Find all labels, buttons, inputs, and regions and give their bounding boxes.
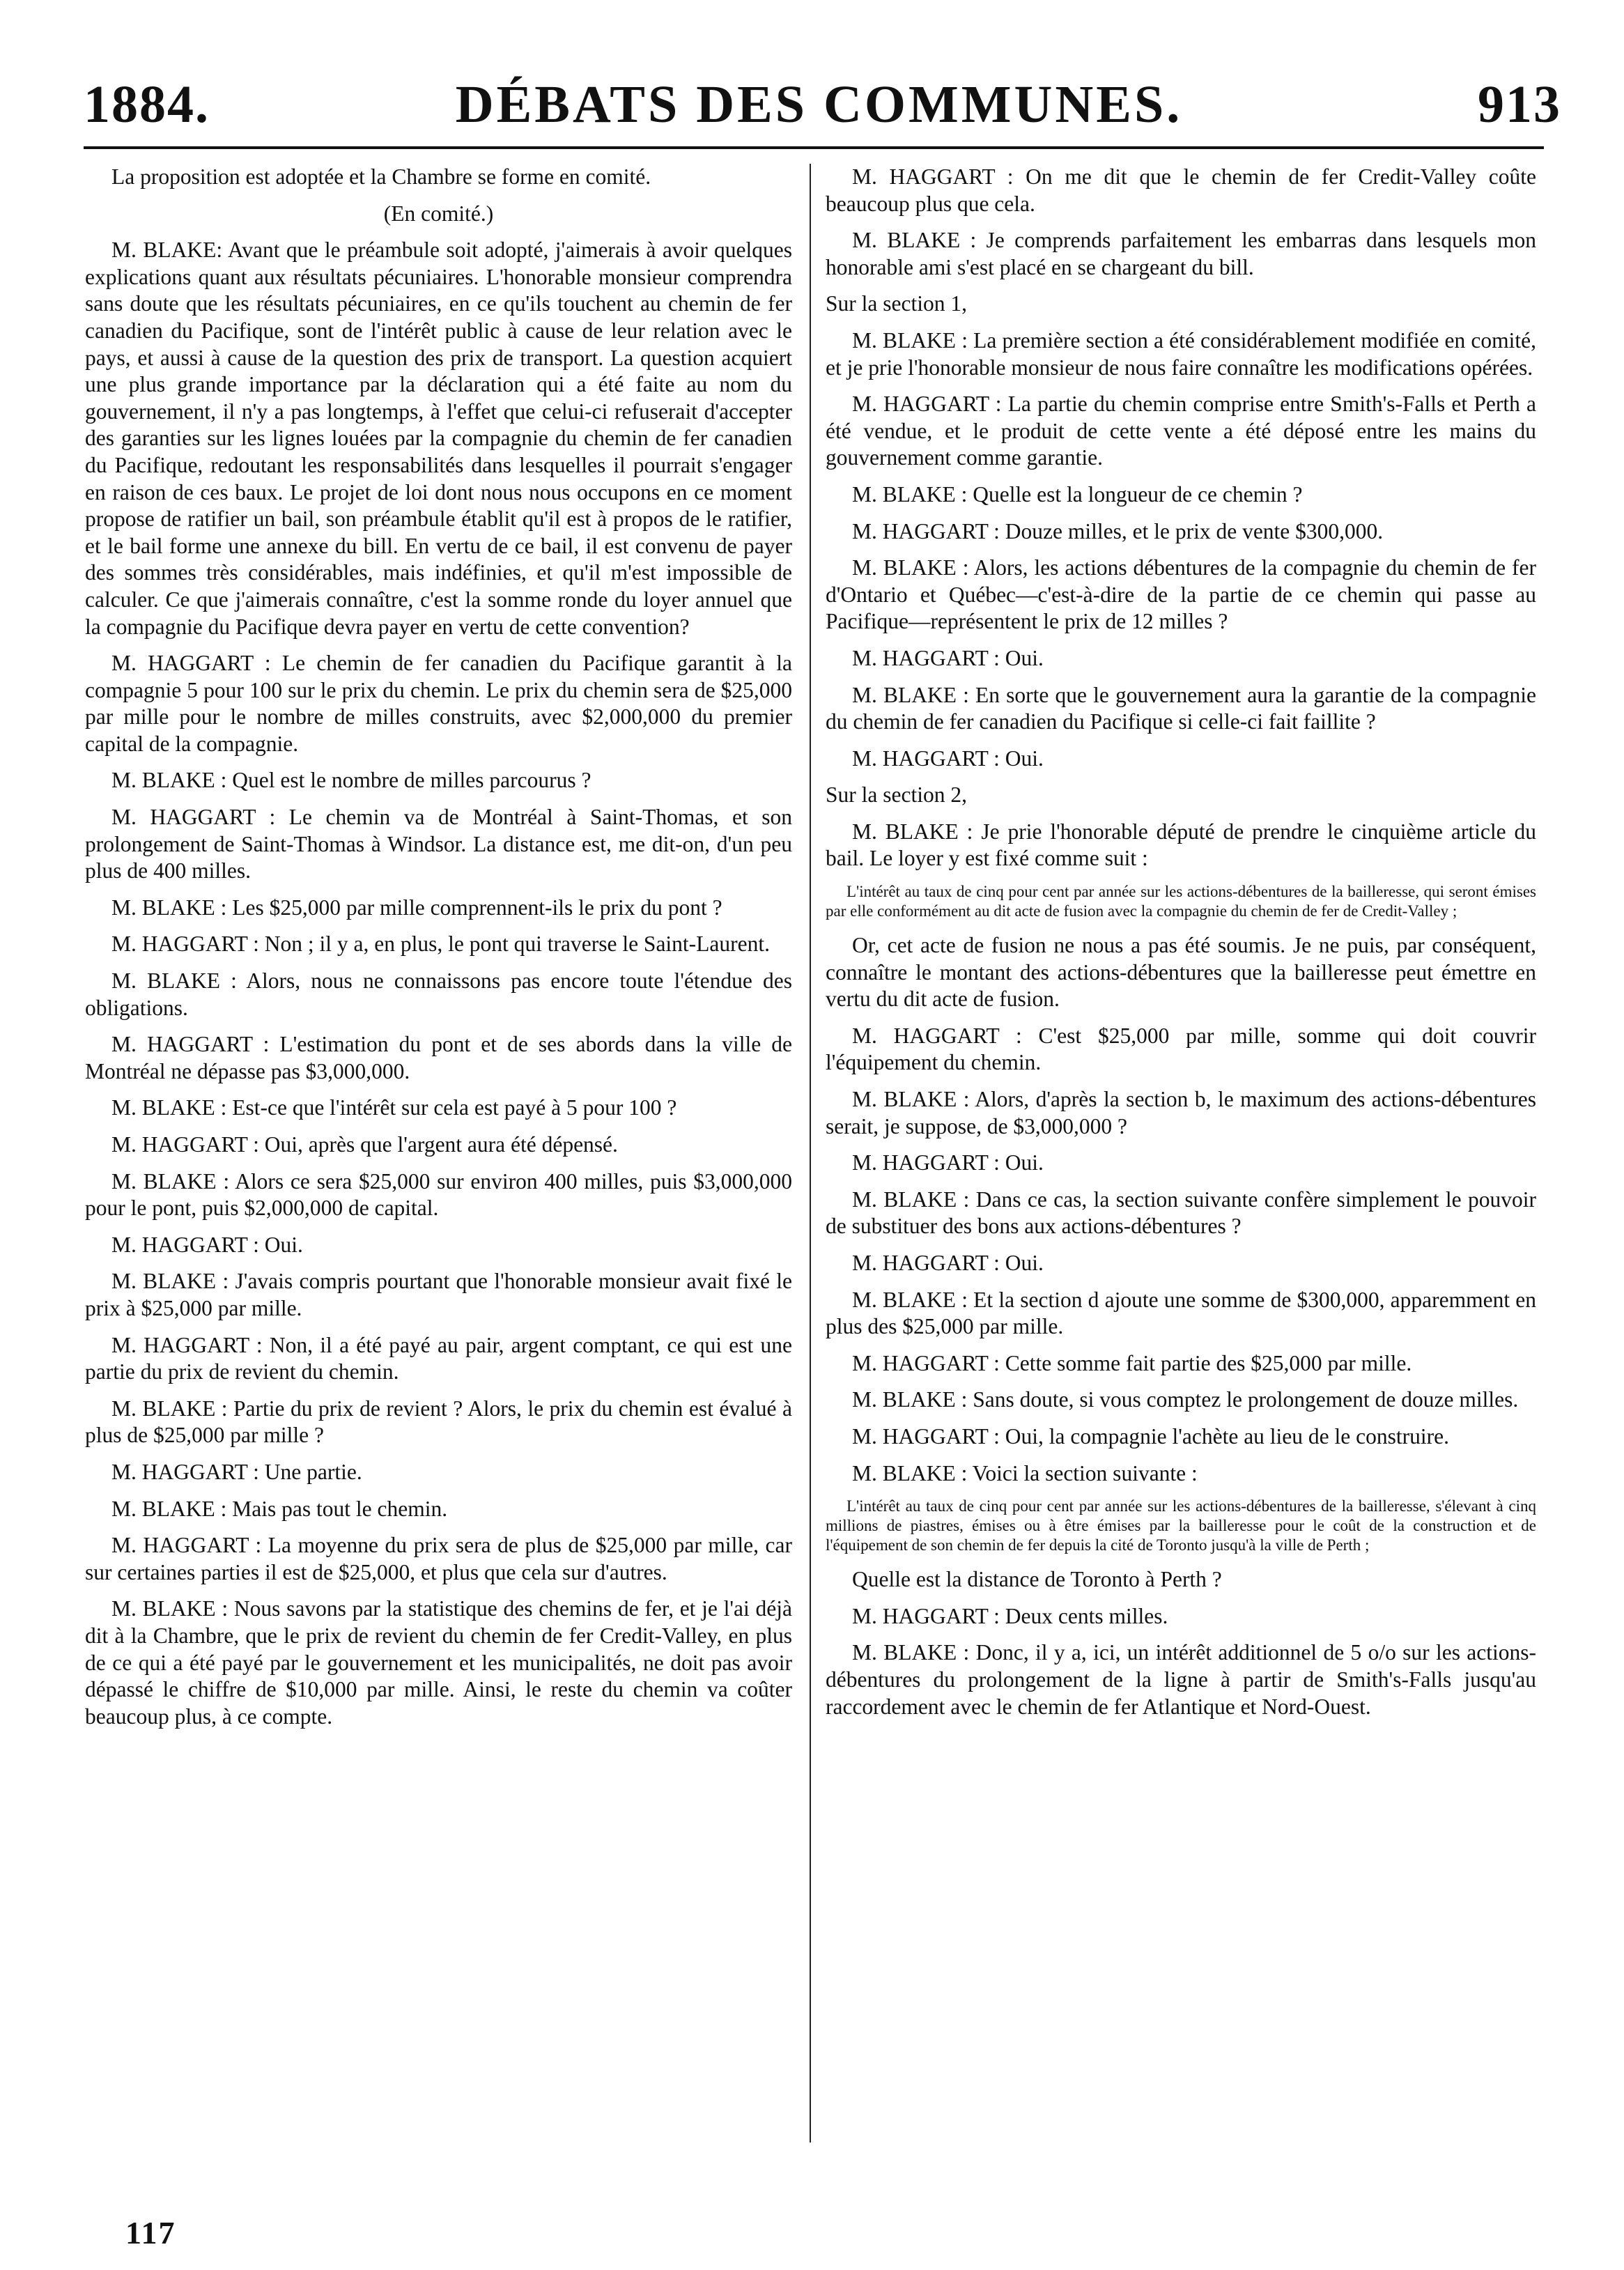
header-page-number: 913 [1478,75,1561,134]
paragraph: M. HAGGART : La moyenne du prix sera de plus de $25,000 par mille, car sur certaines parties il est de $25,000, et plus que cela sur d'autres. [85,1533,792,1584]
paragraph: M. BLAKE : Sans doute, si vous comptez le prolongement de douze milles. [852,1387,1519,1412]
paragraph: M. HAGGART : On me dit que le chemin de fer Credit-Valley coûte beaucoup plus que cela. [826,164,1536,216]
signature-mark: 117 [125,2215,176,2250]
paragraph: M. HAGGART : La partie du chemin comprise entre Smith's-Falls et Perth a été vendue, et le produit de cette vente a été déposé entre les mains du gouvernement comme garantie. [826,392,1536,470]
paragraph: M. BLAKE : Alors, les actions débentures de la compagnie du chemin de fer d'Ontario et Québec—c'est-à-dire de la partie de ce chemin qui passe au Pacifique—représentent le prix de 12 milles ? [826,555,1536,634]
paragraph: M. HAGGART : Non, il a été payé au pair, argent comptant, ce qui est une partie du prix de revient du chemin. [85,1332,792,1384]
header-title: DÉBATS DES COMMUNES. [455,75,1183,134]
paragraph: M. BLAKE : Donc, il y a, ici, un intérêt additionnel de 5 o/o sur les actions-débentures du prolongement de la ligne à partir de Smith's-Falls jusqu'au raccordement avec le chemin de fer Atlantique et Nord-Ouest. [826,1640,1536,1719]
paragraph: M. BLAKE : Et la section d ajoute une somme de $300,000, apparemment en plus des $25,000 par mille. [826,1287,1536,1339]
left-column [85,164,792,1740]
column-divider [810,164,811,2142]
paragraph: M. HAGGART : Oui, la compagnie l'achète au lieu de le construire. [852,1423,1449,1449]
paragraph: M. BLAKE : J'avais compris pourtant que l'honorable monsieur avait fixé le prix à $25,000 par mille. [85,1269,792,1320]
right-column [826,164,1536,1730]
paragraph: M. HAGGART : Oui. [111,1232,303,1257]
paragraph: M. BLAKE : Les $25,000 par mille comprennent-ils le prix du pont ? [111,895,722,920]
section-marker: Sur la section 2, [826,782,967,808]
paragraph: M. BLAKE: Avant que le préambule soit adopté, j'aimerais à avoir quelques explications quant aux résultats pécuniaires. L'honorable monsieur comprendra sans doute que les résultats pécuniaires, en ce qu'ils touchent au chemin de fer canadien du Pacifique, sont de l'intérêt public à cause de leur relation avec le pays, et aussi à cause de la question des prix de transport. La question acquiert une plus grande importance par la déclaration qui a été faite au nom du gouvernement, il n'y a pas longtemps, à l'effet que celui-ci refuserait d'accepter des garanties sur les lignes louées par la compagnie du chemin de fer canadien du Pacifique, redoutant les responsabilités dans lesquelles il pourrait s'engager en raison de ces baux. Le projet de loi dont nous nous occupons en ce moment propose de ratifier un bail, son préambule établit qu'il est à propos de le ratifier, et le bail forme une annexe du bill. En vertu de ce bail, il est convenu de payer des sommes très considérables, mais indéfinies, et qu'il m'est impossible de calculer. Ce que j'aimerais connaître, c'est la somme ronde du loyer annuel que la compagnie du Pacifique devra payer en vertu de cette convention? [85,238,792,639]
section-heading: (En comité.) [383,201,494,226]
paragraph: M. HAGGART : C'est $25,000 par mille, somme qui doit couvrir l'équipement du chemin. [826,1023,1536,1075]
paragraph: M. BLAKE : Est-ce que l'intérêt sur cela est payé à 5 pour 100 ? [111,1095,677,1120]
paragraph: M. HAGGART : Oui. [852,1251,1044,1275]
quoted-clause: L'intérêt au taux de cinq pour cent par année sur les actions-débentures de la bailleresse, qui seront émises par elle conformément au dit acte de fusion avec la compagnie du chemin de fer de Credit-Valley ; [826,883,1536,920]
paragraph: M. BLAKE : Dans ce cas, la section suivante confère simplement le pouvoir de substituer des bons aux actions-débentures ? [826,1187,1536,1239]
paragraph: M. BLAKE : Alors, d'après la section b, le maximum des actions-débentures serait, je suppose, de $3,000,000 ? [826,1087,1536,1138]
paragraph: M. BLAKE : Je comprends parfaitement les embarras dans lesquels mon honorable ami s'est placé en se chargeant du bill. [826,228,1536,279]
paragraph: La proposition est adoptée et la Chambre se forme en comité. [111,164,651,189]
paragraph: M. BLAKE : Alors ce sera $25,000 sur environ 400 milles, puis $3,000,000 pour le pont, puis $2,000,000 de capital. [85,1168,792,1221]
paragraph: M. HAGGART : Le chemin de fer canadien du Pacifique garantit à la compagnie 5 pour 100 sur le prix du chemin. Le prix du chemin sera de $25,000 par mille pour le nombre de milles construits, avec $2,000,000 du premier capital de la compagnie. [85,651,792,756]
paragraph: M. HAGGART : Cette somme fait partie des $25,000 par mille. [852,1350,1412,1375]
paragraph: M. HAGGART : Le chemin va de Montréal à Saint-Thomas, et son prolongement de Saint-Thomas à Windsor. La distance est, me dit-on, d'un peu plus de 400 milles. [85,805,792,883]
paragraph: M. BLAKE : Mais pas tout le chemin. [111,1496,448,1521]
paragraph: Quelle est la distance de Toronto à Perth ? [852,1567,1222,1592]
paragraph: M. BLAKE : La première section a été considérablement modifiée en comité, et je prie l'honorable monsieur de nous faire connaître les modifications opérées. [826,327,1536,380]
header-year: 1884. [84,75,210,134]
paragraph: M. BLAKE : Nous savons par la statistique des chemins de fer, et je l'ai déjà dit à la Chambre, que le prix de revient du chemin de fer Credit-Valley, en plus de ce qui a été payé par le gouvernement et les municipalités, ne doit pas avoir dépassé le chiffre de $10,000 par mille. Ainsi, le reste du chemin va coûter beaucoup plus, à ce compte. [85,1596,792,1729]
paragraph: Or, cet acte de fusion ne nous a pas été soumis. Je ne puis, par conséquent, connaître le montant des actions-débentures que la bailleresse peut émettre en vertu du dit acte de fusion. [826,933,1536,1012]
paragraph: M. BLAKE : En sorte que le gouvernement aura la garantie de la compagnie du chemin de fer canadien du Pacifique si celle-ci fait faillite ? [826,682,1536,734]
paragraph: M. HAGGART : Non ; il y a, en plus, le pont qui traverse le Saint-Laurent. [111,932,770,957]
paragraph: M. HAGGART : Oui. [852,746,1044,771]
paragraph: M. HAGGART : Douze milles, et le prix de vente $300,000. [852,518,1384,543]
paragraph: M. HAGGART : Deux cents milles. [852,1603,1168,1628]
section-marker: Sur la section 1, [826,291,967,316]
paragraph: M. HAGGART : Oui. [852,645,1044,670]
paragraph: M. BLAKE : Partie du prix de revient ? Alors, le prix du chemin est évalué à plus de $25,000 par mille ? [85,1396,792,1448]
header-rule [84,146,1544,149]
paragraph: M. HAGGART : Oui. [852,1150,1044,1175]
paragraph: M. BLAKE : Alors, nous ne connaissons pas encore toute l'étendue des obligations. [85,968,792,1020]
paragraph: M. BLAKE : Quel est le nombre de milles parcourus ? [111,768,591,793]
paragraph: M. BLAKE : Je prie l'honorable député de prendre le cinquième article du bail. Le loyer y est fixé comme suit : [826,819,1536,871]
page-header [77,73,1561,136]
quoted-clause: L'intérêt au taux de cinq pour cent par année sur les actions-débentures de la bailleresse, s'élevant à cinq millions de piastres, émises ou à être émises par la bailleresse pour le coût de la construction et de l'équipement de son chemin de fer depuis la cité de Toronto jusqu'à la ville de Perth ; [826,1497,1536,1554]
paragraph: M. HAGGART : L'estimation du pont et de ses abords dans la ville de Montréal ne dépasse pas $3,000,000. [85,1032,792,1083]
paragraph: M. BLAKE : Voici la section suivante : [852,1460,1198,1485]
paragraph: M. HAGGART : Une partie. [111,1459,362,1484]
paragraph: M. HAGGART : Oui, après que l'argent aura été dépensé. [111,1132,618,1157]
paragraph: M. BLAKE : Quelle est la longueur de ce chemin ? [852,481,1303,507]
